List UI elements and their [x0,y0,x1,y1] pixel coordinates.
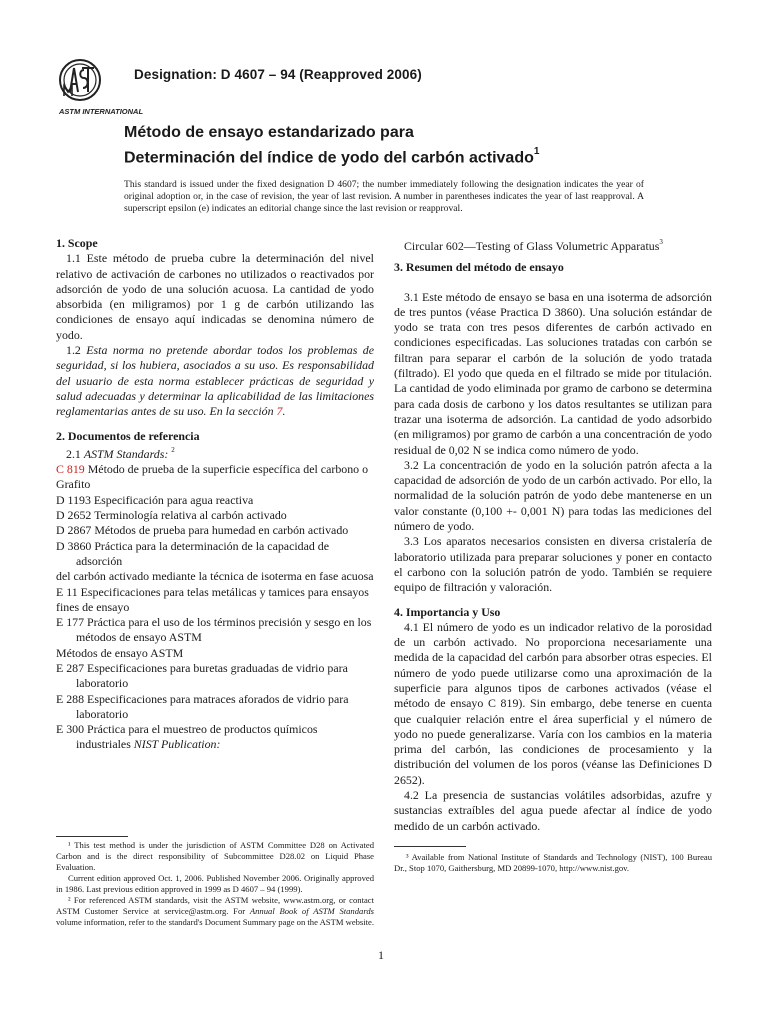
ref-text: Especificaciones para buretas graduadas de vidrio para laboratorio [76,660,348,691]
footnotes-left [56,840,374,928]
footnote-rule [56,836,128,837]
ref-item [56,600,374,615]
ref-text: Terminología relativa al carbón activado [91,508,287,523]
ref-text: Práctica para el uso de los términos precisión y sesgo en los métodos de ensayo ASTM [76,615,372,645]
footnote-rule [394,846,466,847]
ref-text: Grafito [56,477,91,492]
scope-p2-end: . [282,404,286,419]
refs-sub [56,444,374,462]
importance-p1: 4.1 El número de yodo es un indicador relativo de la porosidad de un carbón activado. No proporciona necesariamente una medida de la capacidad del carbón para absorber otras especies. El número de yodo puede utilizarse como una aproximación de la superficie para algunos tipos de carbones activados (véase el método de ensayo C 819). Sin embargo, debe tenerse en cuenta que cualquier relación entre el área superficial y el número de yodo no puede generalizarse. Varía con los cambios en la materia prima del carbón, las condiciones de procesamiento y la distribución del volumen de los poros (véanse las Definiciones D 2652). [394,619,712,787]
title-line-2 [124,143,539,168]
ref-text: Especificaciones para telas metálicas y tamices para ensayos [77,584,369,599]
left-column [56,236,374,753]
ref-item [56,646,374,661]
ref-item [56,493,374,508]
footnotes-right [394,852,712,874]
summary-heading: 3. Resumen del método de ensayo [394,260,564,275]
ref-text: del carbón activado mediante la técnica de isoterma en fase acuosa [56,569,374,584]
ref-code: E 300 [56,722,85,737]
ref-item [56,569,374,584]
title-footnote-marker: 1 [533,146,540,157]
ref-item [56,508,374,523]
footnote-2-b: volume information, refer to the standard's Document Summary page on the ASTM website. [56,917,375,927]
document-title [124,122,539,168]
ref-text: Práctica para la determinación de la capacidad de adsorción [76,538,330,568]
summary-p2: 3.2 La concentración de yodo en la solución patrón afecta a la capacidad de adsorción de yodo de un carbón activado. Por ello, la normalidad de la solución patrón de yodo debe mantenerse en un valor constante (0,100 +- 0,001 N) para todas las mediciones del número de yodo. [394,457,712,534]
refs-sub-sup: 2 [171,445,175,454]
page-number: 1 [378,948,384,962]
importance-p2: 4.2 La presencia de sustancias volátiles adsorbidas, azufre y sustancias extraíbles del agua puede afectar al índice de yodo medido de un carbón activado. [394,788,712,833]
refs-sub-italic: ASTM Standards: [83,446,169,461]
title-line-2-text: Determinación del índice de yodo del carbón activado [124,149,534,167]
scope-p1: 1.1 Este método de prueba cubre la determinación del nivel relativo de activación de carbones no utilizados o reactivados por adsorción de yodo de una solución acuosa. La cantidad de yodo absorbida (en miligramos) por 1 g de carbón utilizando las condiciones de ensayo aquí indicadas se denomina número de yodo. [56,251,374,342]
scope-p2-prefix: 1.2 [66,343,87,358]
footnote-2-italic: Annual Book of ASTM Standards [249,906,374,916]
ref-text: Método de prueba de la superficie específica del carbono o [84,462,369,477]
ref-item [56,539,374,570]
ref-text: fines de ensayo [56,599,130,614]
ref-item [56,615,374,646]
astm-logo [58,56,144,120]
reference-list [56,462,374,753]
ref-item [56,661,374,692]
footnote-1: ¹ This test method is under the jurisdiction of ASTM Committee D28 on Activated Carbon and is the direct responsibility of Subcommittee D28.02 on Liquid Phase Evaluation. [56,840,374,872]
intro-notice: This standard is issued under the fixed designation D 4607; the number immediately following the designation indicates the year of original adoption or, in the case of revision, the year of last revision. A number in parentheses indicates the year of last reapproval. A superscript epsilon (e) indicates an editorial change since the last revision or reapproval. [124,179,644,215]
footnote-1b: Current edition approved Oct. 1, 2006. Published November 2006. Originally approved in 1986. Last previous edition approved in 1999 as D 4607 – 94 (1999). [56,873,374,894]
summary-p3: 3.3 Los aparatos necesarios consisten en diversa cristalería de laboratorio utilizada para preparar soluciones y poner en contacto el carbono con la solución patrón de yodo. También se requiere equipo de filtración y valoración. [394,534,712,595]
scope-p2 [56,343,374,419]
right-column [394,236,712,834]
ref-code: E 288 [56,691,85,706]
ref-code: D 3860 [56,538,92,553]
ref-text: Especificaciones para matraces aforados de vidrio para laboratorio [76,691,349,721]
scope-p2-italic: Esta norma no pretende abordar todos los problemas de seguridad, si los hubiera, asociados a su uso. Es responsabilidad del usuario de esta norma establecer prácticas de seguridad y salud adecuadas y determinar la aplicabilidad de las limitaciones reglamentarias antes de su uso. En la sección [56,343,374,419]
footnote-2-a: ² For referenced ASTM standards, visit the ASTM website, www.astm.org, or contact ASTM Customer Service at service@astm.org. For [56,895,374,916]
ref-code: E 11 [56,584,78,599]
logo-text: ASTM INTERNATIONAL [59,107,144,116]
ref-italic-tail: NIST Publication: [133,737,221,752]
title-line-1: Método de ensayo estandarizado para [124,124,414,141]
ref-item [56,692,374,723]
circular-line [394,236,712,254]
circular-sup: 3 [659,238,663,246]
circular-text: Circular 602—Testing of Glass Volumetric Apparatus [404,238,660,253]
ref-code: D 1193 [56,492,91,507]
ref-code: E 287 [56,660,85,675]
footnote-3: ³ Available from National Institute of Standards and Technology (NIST), 100 Bureau Dr., Stop 1070, Gaithersburg, MD 20899-1070, http://www.nist.gov. [394,852,712,873]
importance-heading: 4. Importancia y Uso [394,604,501,619]
ref-item [56,523,374,538]
ref-text: Práctica para el muestreo de productos químicos industriales [76,722,318,752]
scope-heading: 1. Scope [56,236,98,250]
ref-item [56,722,374,753]
astm-logo-icon [58,56,144,120]
refs-sub-prefix: 2.1 [66,446,84,461]
ref-item [56,462,374,477]
ref-item [56,585,374,600]
ref-code: D 2652 [56,508,92,523]
ref-code-link[interactable]: C 819 [56,462,85,477]
section-7-link[interactable]: 7 [276,404,283,419]
refs-heading: 2. Documentos de referencia [56,428,200,443]
ref-text: Métodos de prueba para humedad en carbón activado [91,523,349,538]
ref-code: E 177 [56,615,85,630]
ref-text: Métodos de ensayo ASTM [56,645,184,660]
ref-item [56,477,374,492]
summary-p1: 3.1 Este método de ensayo se basa en una isoterma de adsorción de tres puntos (véase Practica D 3860). Una solución estándar de yodo se trata con tres pesos diferentes de carbón activado en condiciones especificadas. Las soluciones tratadas con carbón se filtran para separar el carbón de la solución de yodo tratada (filtrado). El yodo que queda en el filtrado se mide por titulación. La cantidad de yodo eliminada por gramo de carbono se determina para cada dosis de carbono y los datos resultantes se utilizan para trazar una isoterma de adsorción. La cantidad de yodo adsorbido (en miligramos) por gramo de carbón a una concentración de yodo residual de 0,02 N se indica como número de yodo. [394,289,712,457]
footnote-2 [56,895,374,928]
designation: Designation: D 4607 – 94 (Reapproved 2006) [134,67,422,82]
ref-text: Especificación para agua reactiva [90,492,254,507]
ref-code: D 2867 [56,523,92,538]
